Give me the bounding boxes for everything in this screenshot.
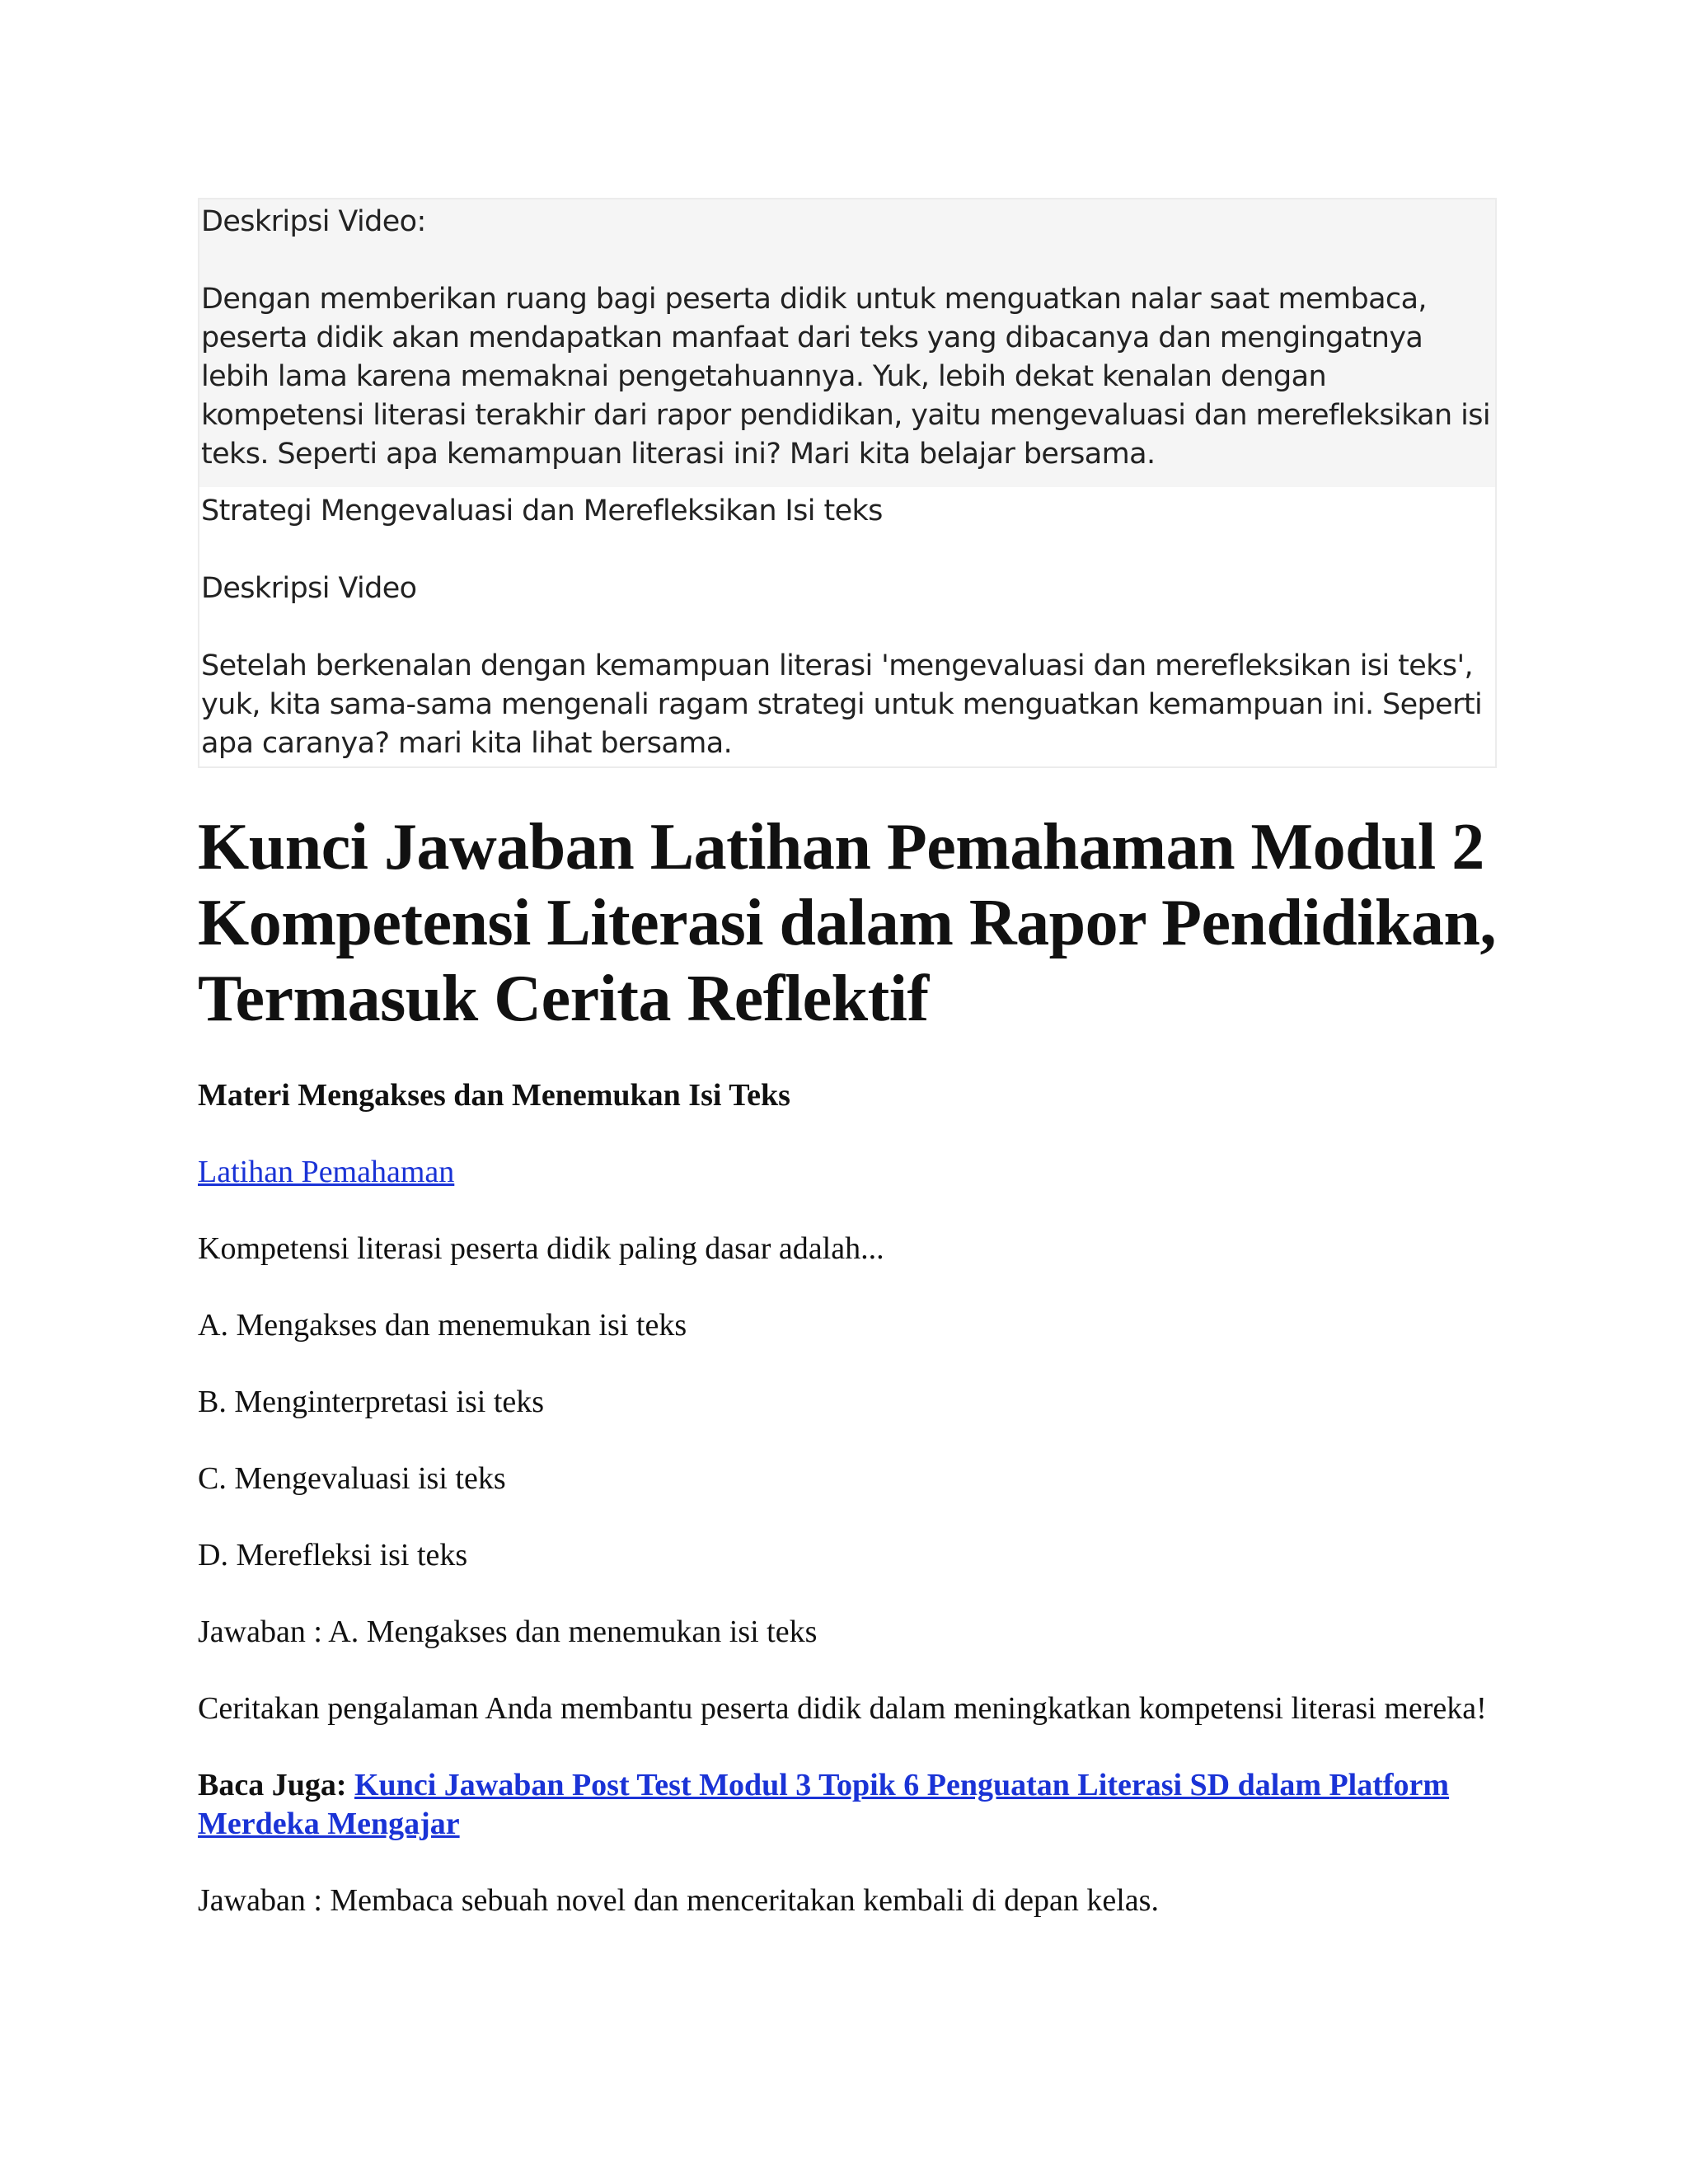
answer-1: Jawaban : A. Mengakses dan menemukan isi teks (198, 1615, 818, 1649)
video-description-label: Deskripsi Video: (201, 205, 426, 238)
question-2: Ceritakan pengalaman Anda membantu peserta didik dalam meningkatkan kompetensi literasi mereka! (198, 1691, 1487, 1726)
video-description-text: Dengan memberikan ruang bagi peserta didik untuk menguatkan nalar saat membaca, peserta didik akan mendapatkan manfaat dari teks yang dibacanya dan mengingatnya lebih lama karena memaknai pengetahuannya. Yuk, lebih dekat kenalan dengan kompetensi literasi terakhir dari rapor pendidikan, yaitu mengevaluasi dan merefleksikan isi teks. Seperti apa kemampuan literasi ini? Mari kita belajar bersama. (201, 283, 1490, 471)
option-c: C. Mengevaluasi isi teks (198, 1461, 506, 1496)
article-title: Kunci Jawaban Latihan Pemahaman Modul 2 Kompetensi Literasi dalam Rapor Pendidikan, Termasuk Cerita Reflektif (198, 811, 1496, 1035)
video-description-text-2: Setelah berkenalan dengan kemampuan literasi 'mengevaluasi dan merefleksikan isi teks', yuk, kita sama-sama mengenali ragam strategi untuk menguatkan kemampuan ini. Seperti apa caranya? mari kita lihat bersama. (201, 649, 1483, 760)
article-subtitle: Materi Mengakses dan Menemukan Isi Teks (198, 1078, 790, 1113)
read-also-label: Baca Juga: (198, 1768, 347, 1802)
video-title: Strategi Mengevaluasi dan Merefleksikan Isi teks (201, 494, 883, 527)
video-description-plain (199, 492, 1495, 766)
latihan-pemahaman-link[interactable]: Latihan Pemahaman (198, 1155, 455, 1189)
read-also-paragraph (198, 1766, 1497, 1844)
read-also-link[interactable]: Kunci Jawaban Post Test Modul 3 Topik 6 Penguatan Literasi SD dalam Platform Merdeka Mengajar (198, 1768, 1450, 1841)
video-description-label-2: Deskripsi Video (201, 572, 417, 605)
section-link-paragraph (198, 1153, 1497, 1192)
option-d: D. Merefleksi isi teks (198, 1538, 468, 1572)
video-description-box (198, 198, 1497, 768)
video-description-shaded (199, 199, 1495, 487)
article-page (198, 198, 1497, 1920)
question-1: Kompetensi literasi peserta didik paling dasar adalah... (198, 1231, 884, 1266)
option-b: B. Menginterpretasi isi teks (198, 1385, 545, 1419)
answer-2: Jawaban : Membaca sebuah novel dan menceritakan kembali di depan kelas. (198, 1883, 1159, 1918)
option-a: A. Mengakses dan menemukan isi teks (198, 1308, 687, 1343)
